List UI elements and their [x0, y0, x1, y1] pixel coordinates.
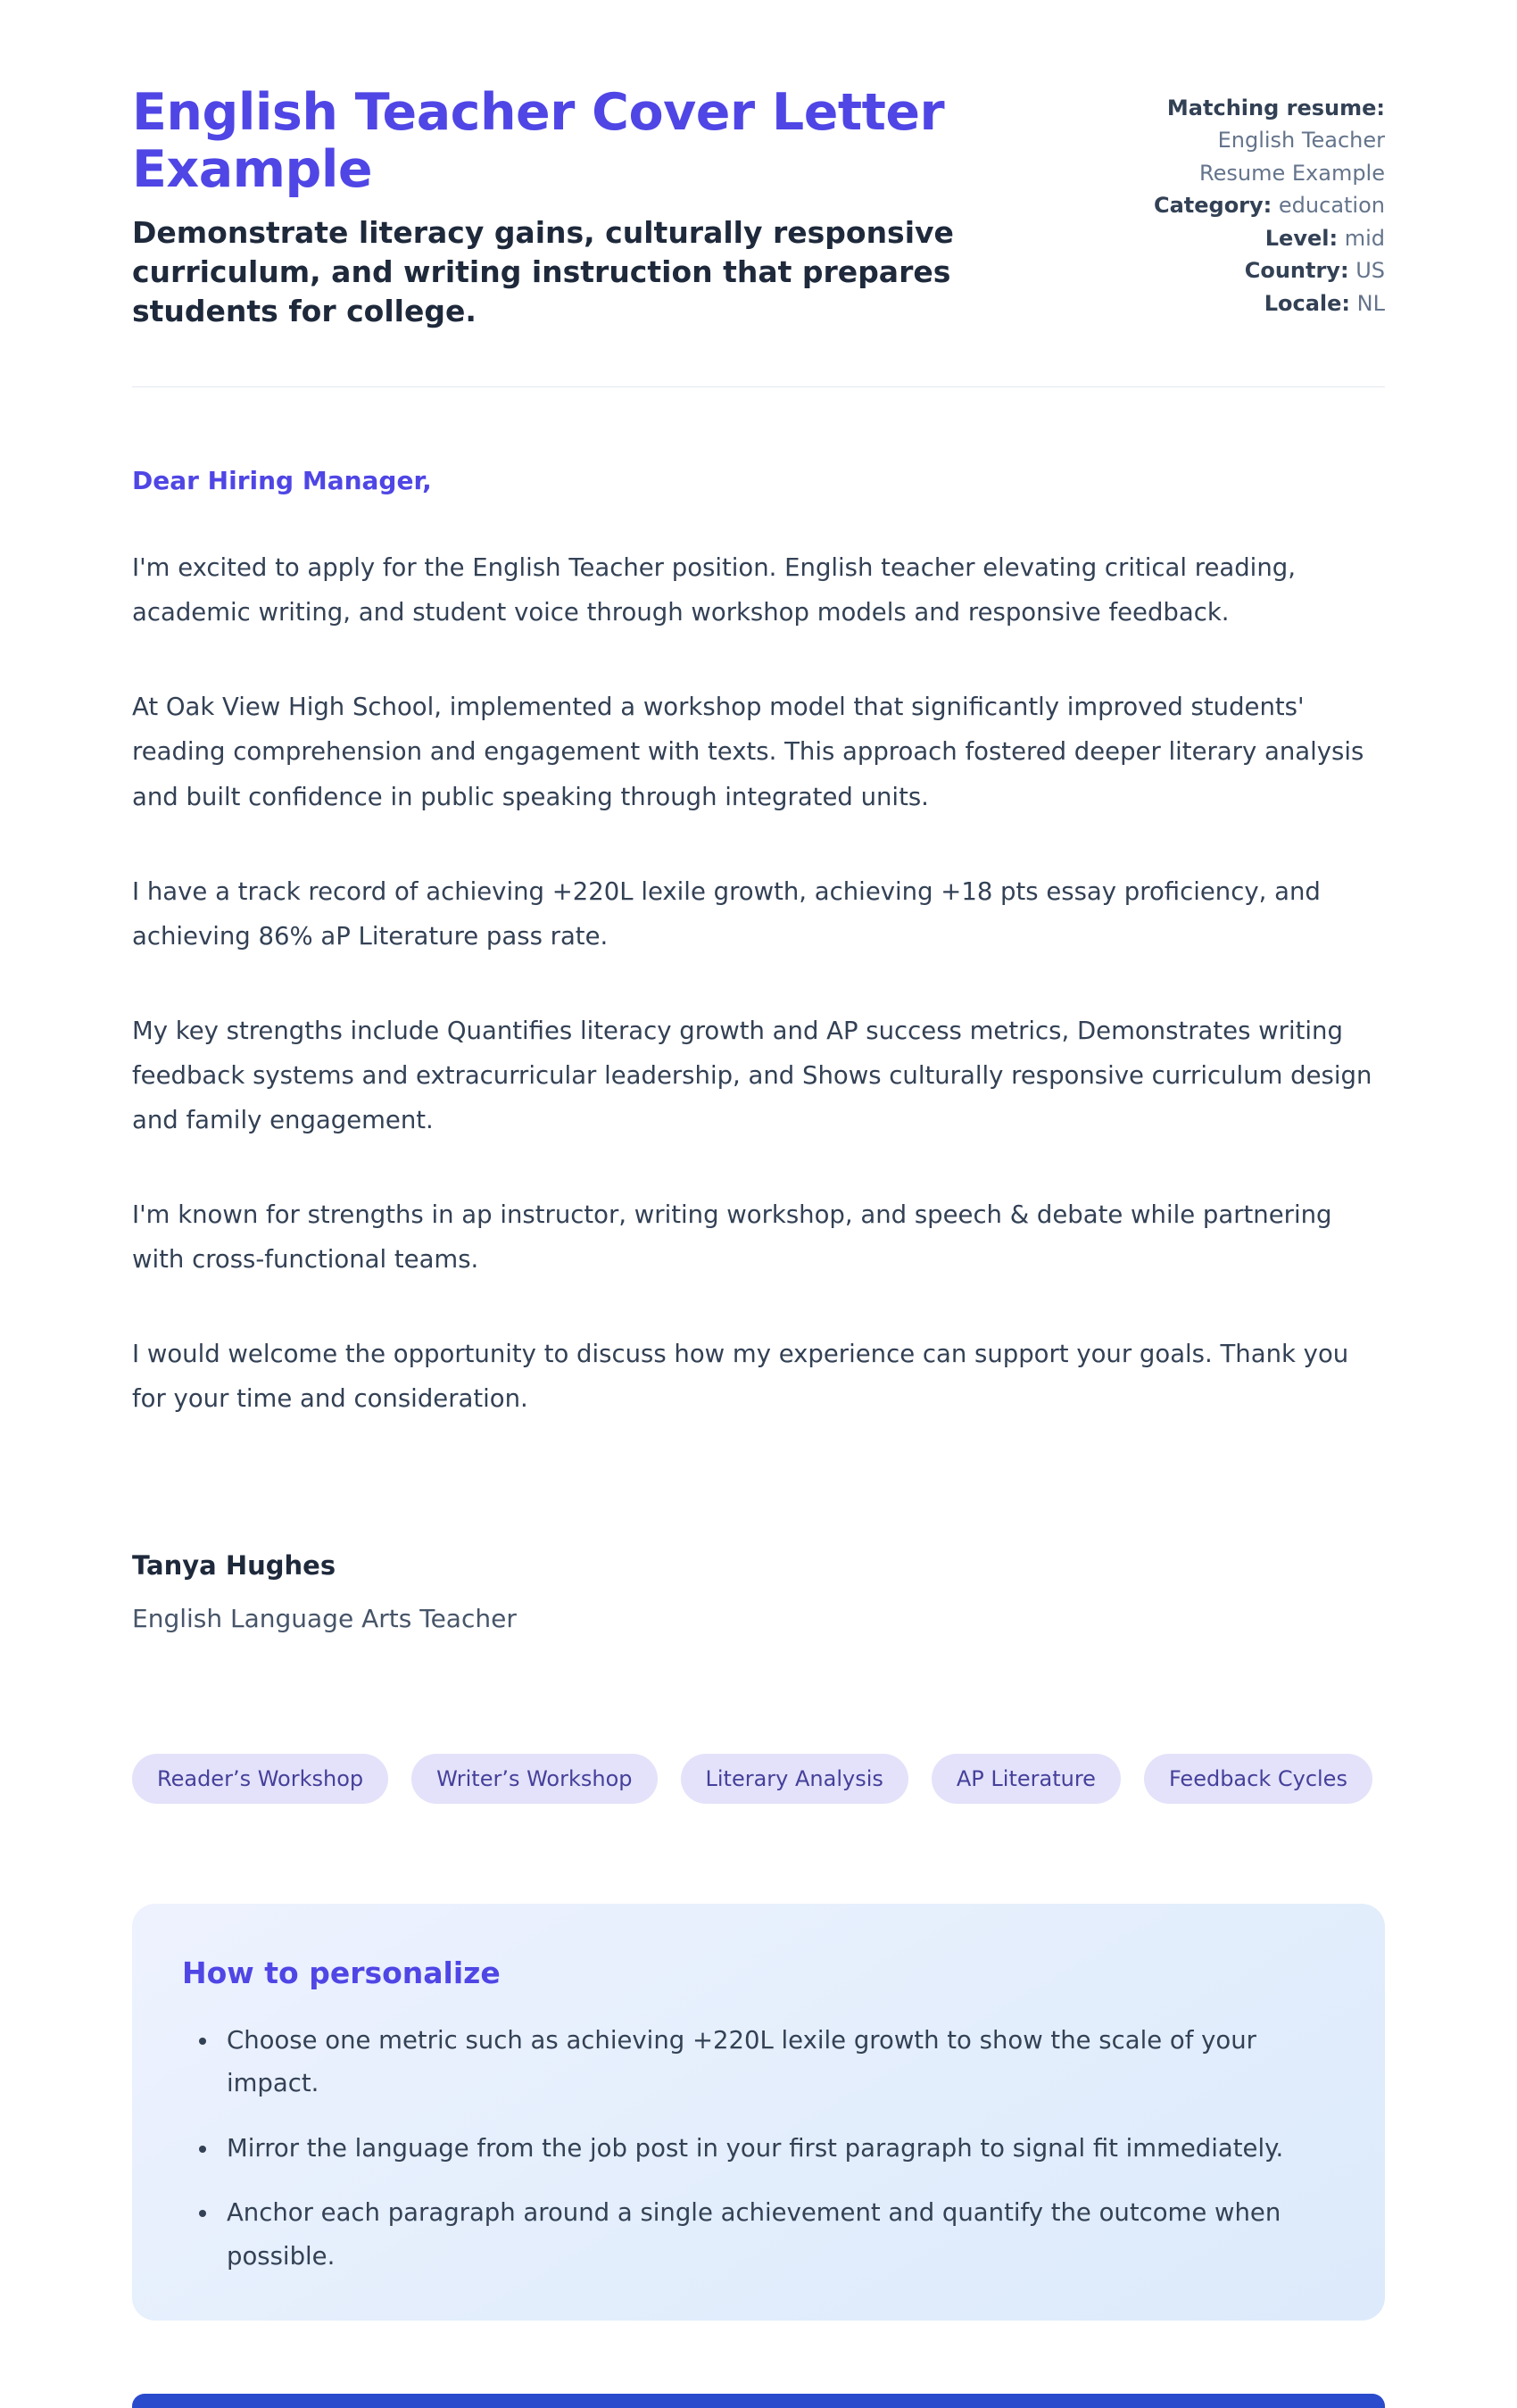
letter-body	[132, 466, 1385, 1633]
tips-heading: How to personalize	[182, 1955, 501, 1990]
tag-chip[interactable]: Reader’s Workshop	[132, 1754, 388, 1804]
meta-level-label: Level:	[1264, 225, 1339, 251]
letter-greeting: Dear Hiring Manager,	[132, 466, 432, 496]
meta-panel	[1144, 85, 1385, 320]
header-title-block	[132, 85, 1033, 331]
signature-name: Tanya Hughes	[132, 1549, 336, 1581]
letter-paragraph: At Oak View High School, implemented a workshop model that significantly improved students' reading comprehension and engagement with texts. This approach fostered deeper literary analysis and built confidence in public speaking through integrated units.	[132, 693, 1364, 811]
meta-level-value: mid	[1344, 225, 1385, 251]
meta-locale-label: Locale:	[1264, 290, 1351, 316]
meta-country	[1144, 254, 1385, 286]
tips-list	[182, 2019, 1335, 2278]
meta-locale-value: NL	[1356, 290, 1385, 316]
meta-category-value: education	[1278, 193, 1385, 219]
cover-letter-page	[132, 0, 1385, 2408]
page-title: English Teacher Cover Letter Example	[132, 83, 945, 199]
letter-paragraph: I would welcome the opportunity to discuss how my experience can support your goals. Thank you for your time and consideration.	[132, 1339, 1349, 1413]
meta-matching-resume-value: English Teacher Resume Example	[1199, 128, 1385, 186]
tag-chip[interactable]: Feedback Cycles	[1144, 1754, 1372, 1804]
letter-paragraph: I have a track record of achieving +220L lexile growth, achieving +18 pts essay proficiency, and achieving 86% aP Literature pass rate.	[132, 876, 1321, 951]
meta-level	[1144, 222, 1385, 254]
tip-item: • Mirror the language from the job post in your first paragraph to signal fit immediately.	[220, 2127, 1335, 2170]
meta-country-value: US	[1355, 258, 1385, 284]
letter-paragraph: I'm known for strengths in ap instructor, writing workshop, and speech & debate while partnering with cross-functional teams.	[132, 1200, 1332, 1274]
letter-paragraph: My key strengths include Quantifies literacy growth and AP success metrics, Demonstrates writing feedback systems and extracurricular leadership, and Shows culturally responsive curriculum design and family engagement.	[132, 1016, 1372, 1134]
tag-list	[132, 1754, 1385, 1804]
page-header	[132, 85, 1385, 387]
letter-signature	[132, 1550, 1385, 1633]
tag-chip[interactable]: Literary Analysis	[681, 1754, 908, 1804]
tag-chip[interactable]: Writer’s Workshop	[411, 1754, 657, 1804]
tip-item: • Choose one metric such as achieving +220L lexile growth to show the scale of your impact.	[220, 2019, 1335, 2105]
meta-country-label: Country:	[1244, 258, 1349, 284]
tag-chip[interactable]: AP Literature	[932, 1754, 1121, 1804]
meta-category	[1144, 189, 1385, 221]
tip-item: • Anchor each paragraph around a single achievement and quantify the outcome when possible.	[220, 2191, 1335, 2278]
personalize-tips-card	[132, 1904, 1385, 2321]
meta-matching-resume-label: Matching resume:	[1166, 95, 1385, 120]
letter-paragraph: I'm excited to apply for the English Teacher position. English teacher elevating critical reading, academic writing, and student voice through workshop models and responsive feedback.	[132, 553, 1296, 627]
page-subtitle: Demonstrate literacy gains, culturally responsive curriculum, and writing instruction that prepares students for college.	[132, 214, 954, 329]
footer-banner-top	[132, 2394, 1385, 2408]
meta-locale	[1144, 287, 1385, 320]
signature-title: English Language Arts Teacher	[132, 1603, 517, 1633]
meta-matching-resume	[1144, 92, 1385, 189]
meta-category-label: Category:	[1153, 193, 1272, 219]
